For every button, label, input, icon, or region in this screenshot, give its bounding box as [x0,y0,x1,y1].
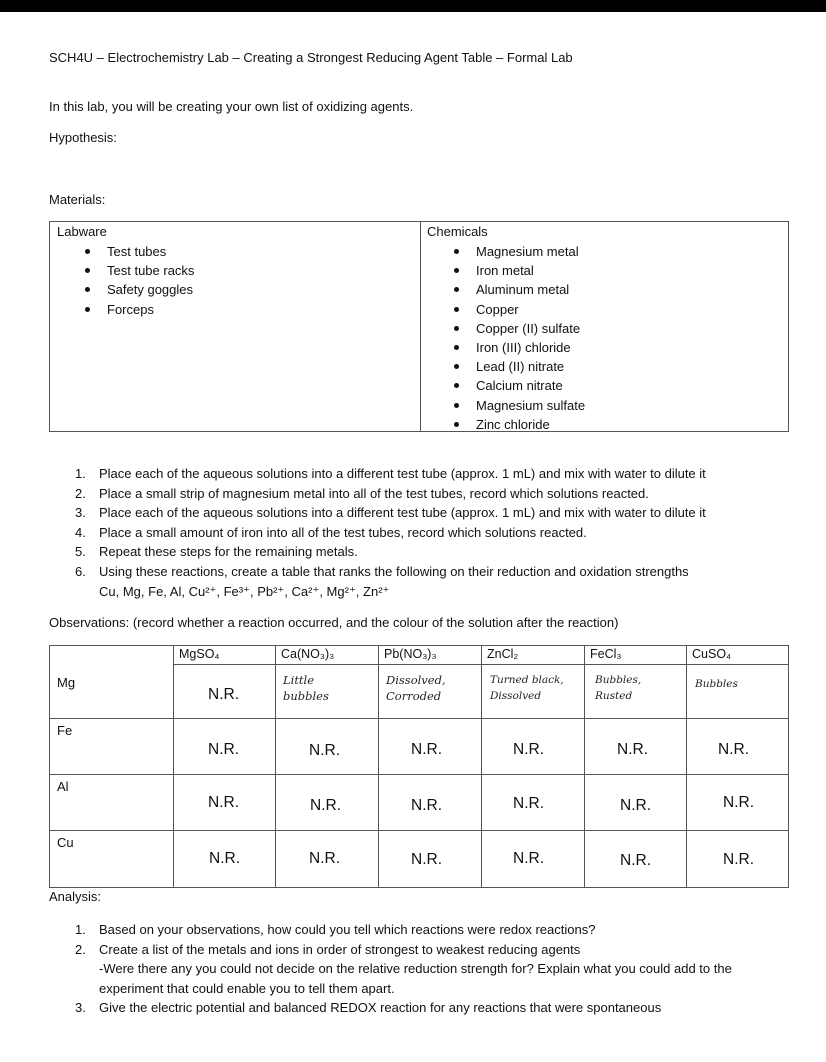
hypothesis-label: Hypothesis: [49,130,117,145]
chemical-item: Magnesium metal [476,242,585,261]
top-black-bar [0,0,826,12]
row-header: Cu [57,835,74,850]
observation-cell: N.R. [411,797,442,814]
table-divider [50,774,788,775]
observation-cell: N.R. [723,851,754,868]
labware-item: Forceps [107,300,194,319]
chemicals-list [476,242,585,434]
observation-cell: N.R. [617,741,648,758]
row-header: Fe [57,723,73,738]
observation-cell: N.R. [209,850,240,867]
column-header: ZnCl₂ [487,647,519,661]
procedure-step: 3. Place each of the aqueous solutions into a different test tube (approx. 1 mL) and mix with water to dilute it [75,505,706,521]
materials-divider [420,222,421,431]
procedure-step: 1. Place each of the aqueous solutions into a different test tube (approx. 1 mL) and mix with water to dilute it [75,466,706,481]
row-header: Al [57,779,69,794]
observation-cell: N.R. [723,794,754,811]
observation-cell: N.R. [309,742,340,759]
chemical-item: Lead (II) nitrate [476,357,585,376]
procedure-step-text: Place a small amount of iron into all of the test tubes, record which solutions reacted. [99,524,587,540]
observation-cell: N.R. [620,852,651,869]
observation-cell-handwritten: Turned black, Dissolved [490,674,564,702]
observation-cell: N.R. [411,741,442,758]
analysis-question-text: Based on your observations, how could you tell which reactions were redox reactions? [99,922,596,937]
table-divider [173,664,788,665]
procedure-list [75,464,706,601]
analysis-question: 3. Give the electric potential and balanced REDOX reaction for any reactions that were spontaneous [75,1000,662,1016]
observation-cell-handwritten: Bubbles [695,678,738,690]
table-divider [275,646,276,887]
table-divider [50,718,788,719]
observations-label: Observations: (record whether a reaction occurred, and the colour of the solution after the reaction) [49,615,619,630]
observations-table [49,645,789,888]
table-divider [50,830,788,831]
observation-cell-handwritten: Dissolved, Corroded [386,673,446,703]
table-divider [481,646,482,887]
materials-table [49,221,789,432]
observation-cell: N.R. [718,741,749,758]
column-header: MgSO₄ [179,647,220,661]
table-divider [584,646,585,887]
chemicals-header: Chemicals [427,224,488,239]
observation-cell: N.R. [208,741,239,758]
procedure-step-text: Place a small strip of magnesium metal into all of the test tubes, record which solutions reacted. [99,485,649,501]
observation-cell: N.R. [620,797,651,814]
observation-cell-handwritten: Little bubbles [283,673,329,703]
analysis-subquestion-continued: experiment that could enable you to tell them apart. [99,980,395,996]
materials-label: Materials: [49,192,106,207]
observation-cell: N.R. [513,741,544,758]
observation-cell: N.R. [513,850,544,867]
chemical-item: Copper [476,300,585,319]
table-divider [173,646,174,887]
observation-cell: N.R. [208,686,239,703]
procedure-step: 5. Repeat these steps for the remaining metals. [75,544,358,560]
labware-item: Test tubes [107,242,194,261]
observation-cell-handwritten: Bubbles, Rusted [595,674,642,702]
analysis-question-text: Create a list of the metals and ions in order of strongest to weakest reducing agents [99,941,581,957]
procedure-step-text: Using these reactions, create a table that ranks the following on their reduction and oxidation strengths [99,563,689,579]
labware-item: Safety goggles [107,280,194,299]
labware-item: Test tube racks [107,261,194,280]
observation-cell: N.R. [310,797,341,814]
observation-cell: N.R. [513,795,544,812]
chemical-item: Copper (II) sulfate [476,319,585,338]
document-title: SCH4U – Electrochemistry Lab – Creating a Strongest Reducing Agent Table – Formal Lab [49,50,573,65]
observation-cell: N.R. [309,850,340,867]
analysis-question-text: Give the electric potential and balanced REDOX reaction for any reactions that were spontaneous [99,1000,662,1016]
column-header: FeCl₃ [590,647,622,661]
analysis-question: 2. Create a list of the metals and ions in order of strongest to weakest reducing agents -Were there any you could not decide on the relative reduction strength for? Explain what you could add to the experiment that could enable you to tell them apart. [75,940,732,999]
column-header: Ca(NO₃)₃ [281,647,335,661]
ions-line: Cu, Mg, Fe, Al, Cu²⁺, Fe³⁺, Pb²⁺, Ca²⁺, Mg²⁺, Zn²⁺ [99,583,390,599]
procedure-step: 4. Place a small amount of iron into all of the test tubes, record which solutions reacted. [75,524,587,540]
procedure-step: 6. Using these reactions, create a table that ranks the following on their reduction and oxidation strengths [75,563,689,579]
analysis-question: 1. Based on your observations, how could you tell which reactions were redox reactions? [75,922,596,937]
labware-list [107,242,194,319]
table-divider [378,646,379,887]
observation-cell: N.R. [208,794,239,811]
chemical-item: Calcium nitrate [476,376,585,395]
intro-text: In this lab, you will be creating your own list of oxidizing agents. [49,99,414,114]
chemical-item: Iron (III) chloride [476,338,585,357]
chemical-item: Zinc chloride [476,415,585,434]
procedure-step: 2. Place a small strip of magnesium metal into all of the test tubes, record which solutions reacted. [75,485,649,501]
observation-cell: N.R. [411,851,442,868]
table-divider [686,646,687,887]
labware-header: Labware [57,224,107,239]
procedure-step-text: Repeat these steps for the remaining metals. [99,544,358,560]
chemical-item: Aluminum metal [476,280,585,299]
row-header: Mg [57,675,76,690]
chemical-item: Magnesium sulfate [476,396,585,415]
chemical-item: Iron metal [476,261,585,280]
procedure-step-text: Place each of the aqueous solutions into a different test tube (approx. 1 mL) and mix with water to dilute it [99,466,706,481]
column-header: Pb(NO₃)₃ [384,647,437,661]
procedure-step-text: Place each of the aqueous solutions into a different test tube (approx. 1 mL) and mix with water to dilute it [99,505,706,521]
analysis-list [75,920,732,1018]
analysis-label: Analysis: [49,889,102,904]
analysis-subquestion: -Were there any you could not decide on the relative reduction strength for? Explain what you could add to the [99,961,732,977]
column-header: CuSO₄ [692,647,732,661]
